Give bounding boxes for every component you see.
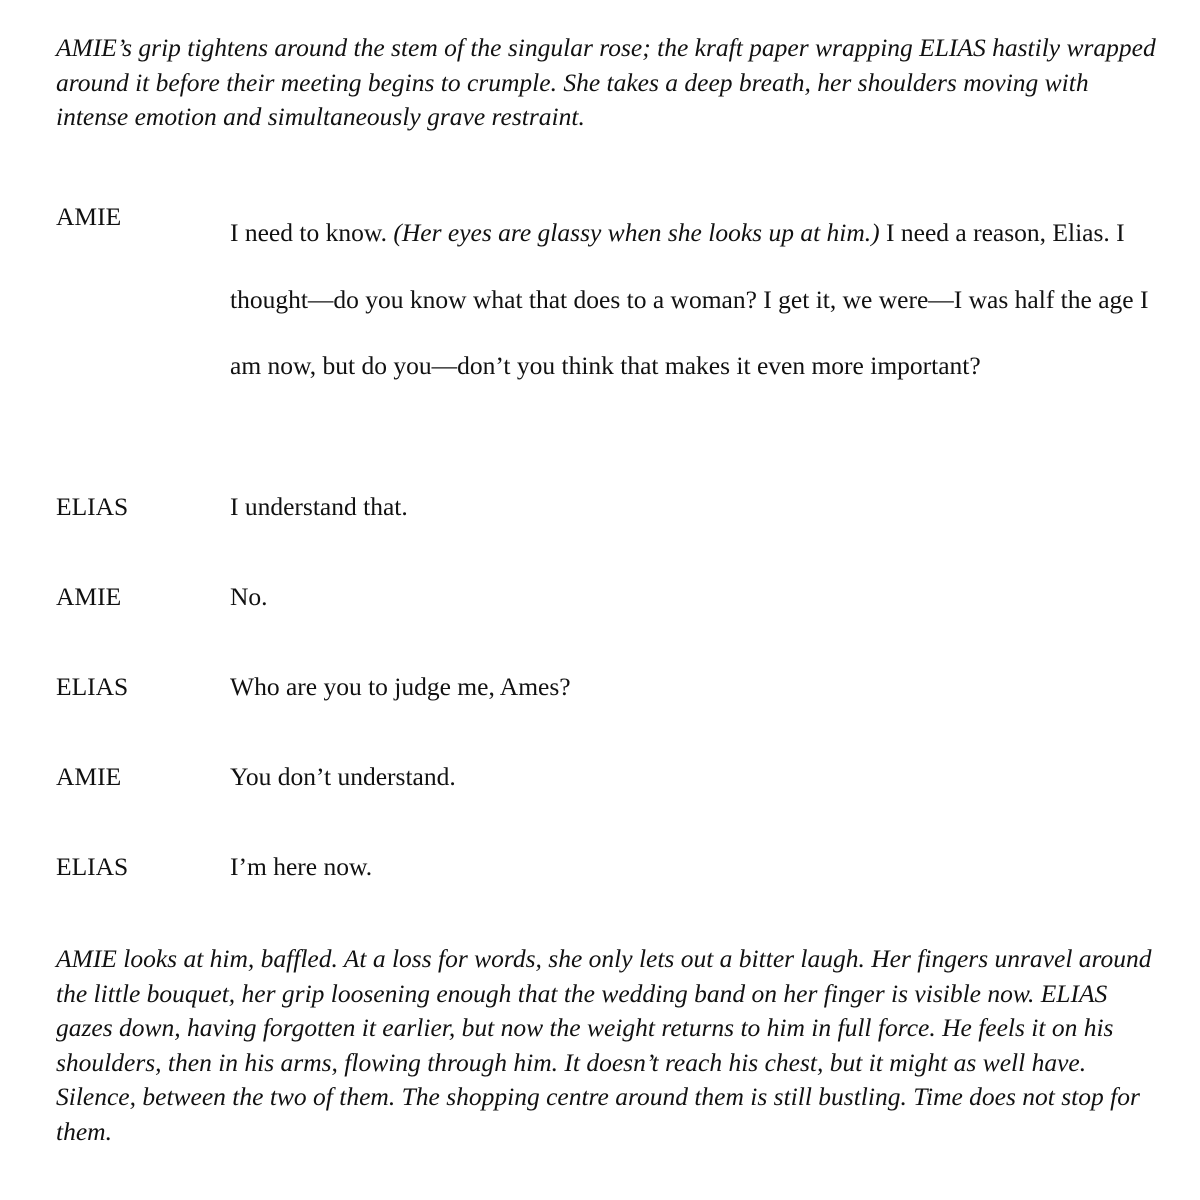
dialogue-text: I’m here now. — [230, 852, 373, 881]
dialogue-text — [230, 200, 1165, 400]
stage-direction-bottom: AMIE looks at him, baffled. At a loss for words, she only lets out a bitter laugh. Her fingers unravel around the little bouquet, her grip loosening enough that the wedding band on her finger is visible now. ELIAS gazes down, having forgotten it earlier, but now the weight returns to him in full force. He feels it on his shoulders, then in his arms, flowing through him. It doesn’t reach his chest, but it might as well have. Silence, between the two of them. The shopping centre around them is still bustling. Time does not stop for them. — [56, 944, 1152, 1146]
dialogue-text: I understand that. — [230, 492, 408, 521]
speaker-name: AMIE — [56, 582, 122, 611]
parenthetical: (Her eyes are glassy when she looks up at him.) — [393, 218, 880, 247]
speaker-name: AMIE — [56, 202, 122, 231]
speaker-name: ELIAS — [56, 852, 129, 881]
dialogue-text-part: I need a reason, Elias. I thought—do you know what that does to a woman? I get it, we were—I was half the age I am now, but do you—don’t you think that makes it even more important? — [230, 218, 1149, 380]
dialogue-text-part: I need to know. — [230, 218, 394, 247]
stage-direction-top: AMIE’s grip tightens around the stem of the singular rose; the kraft paper wrapping ELIAS hastily wrapped around it before their meeting begins to crumple. She takes a deep breath, her shoulders moving with intense emotion and simultaneously grave restraint. — [56, 33, 1156, 131]
speaker-name: ELIAS — [56, 492, 129, 521]
speaker-name: ELIAS — [56, 672, 129, 701]
dialogue-text: No. — [230, 582, 268, 611]
speaker-name: AMIE — [56, 762, 122, 791]
dialogue-text: You don’t understand. — [230, 762, 456, 791]
dialogue-text: Who are you to judge me, Ames? — [230, 672, 571, 701]
